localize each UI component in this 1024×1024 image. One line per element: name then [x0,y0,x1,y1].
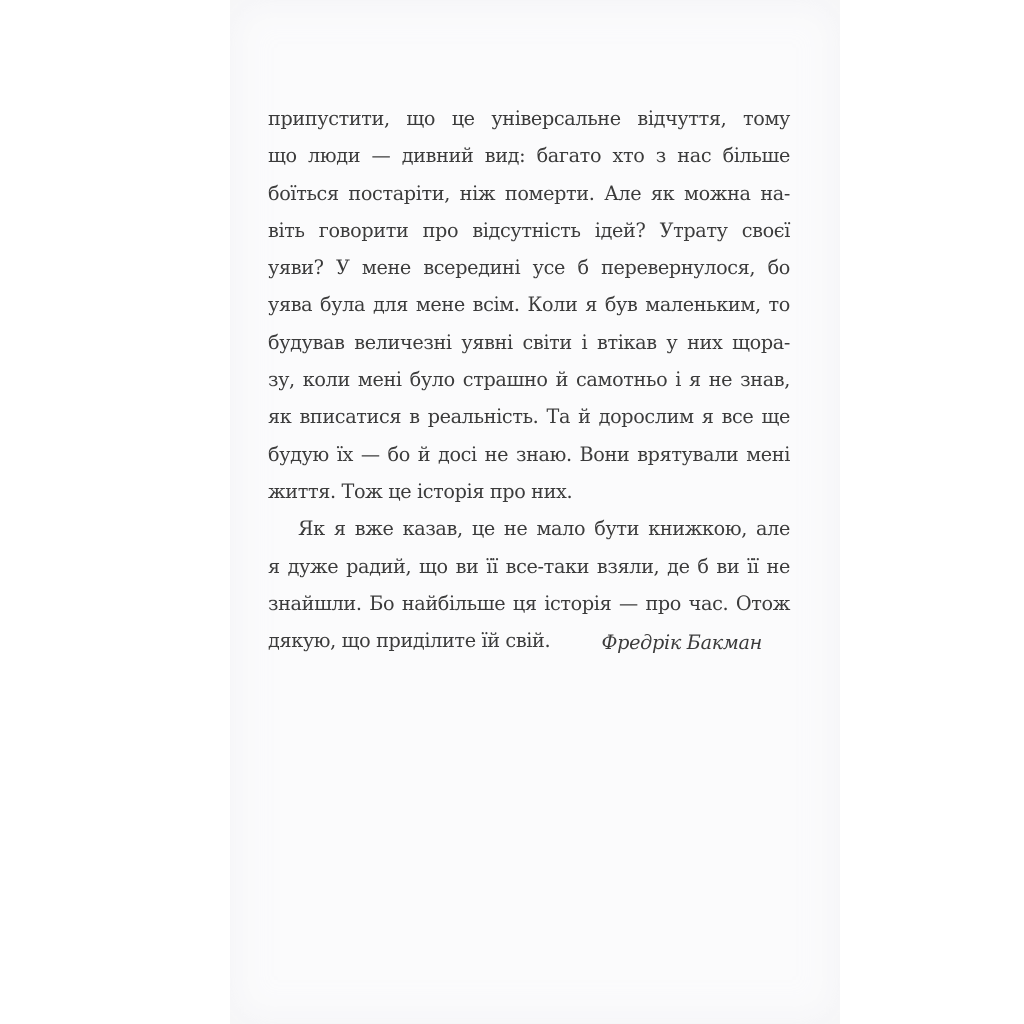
text-line: віть говорити про відсутність ідей? Утрату своєї [268,218,790,242]
text-line: уяви? У мене всередині усе б перевернулося, бо [268,256,790,280]
text-line: уява була для мене всім. Коли я був маленьким, то [268,293,790,317]
text-line: я дуже радий, що ви її все-таки взяли, де б ви її не [268,554,790,578]
text-line: життя. Тож це історія про них. [268,479,573,503]
text-line: будую їх — бо й досі не знаю. Вони врятували мені [268,442,790,466]
text-line: дякую, що приділите їй свій. [268,629,551,653]
text-line: знайшли. Бо найбільше ця історія — про час. Отож [268,591,790,615]
body-text [268,100,790,659]
text-line: боїться постаріти, ніж померти. Але як можна на- [268,181,790,205]
text-line: припустити, що це універсальне відчуття, тому [268,107,790,130]
book-page [230,0,840,1024]
text-line: як вписатися в реальність. Та й дорослим я все ще [268,405,790,429]
text-line: що люди — дивний вид: багато хто з нас більше [268,144,790,168]
text-line: зу, коли мені було страшно й самотньо і я не знав, [268,368,790,392]
text-line: Як я вже казав, це не мало бути книжкою, але [298,517,790,541]
author-signature: Фредрік Бакман [601,631,762,654]
text-line: будував величезні уявні світи і втікав у них щора- [268,330,790,354]
paragraph-1 [268,100,790,510]
